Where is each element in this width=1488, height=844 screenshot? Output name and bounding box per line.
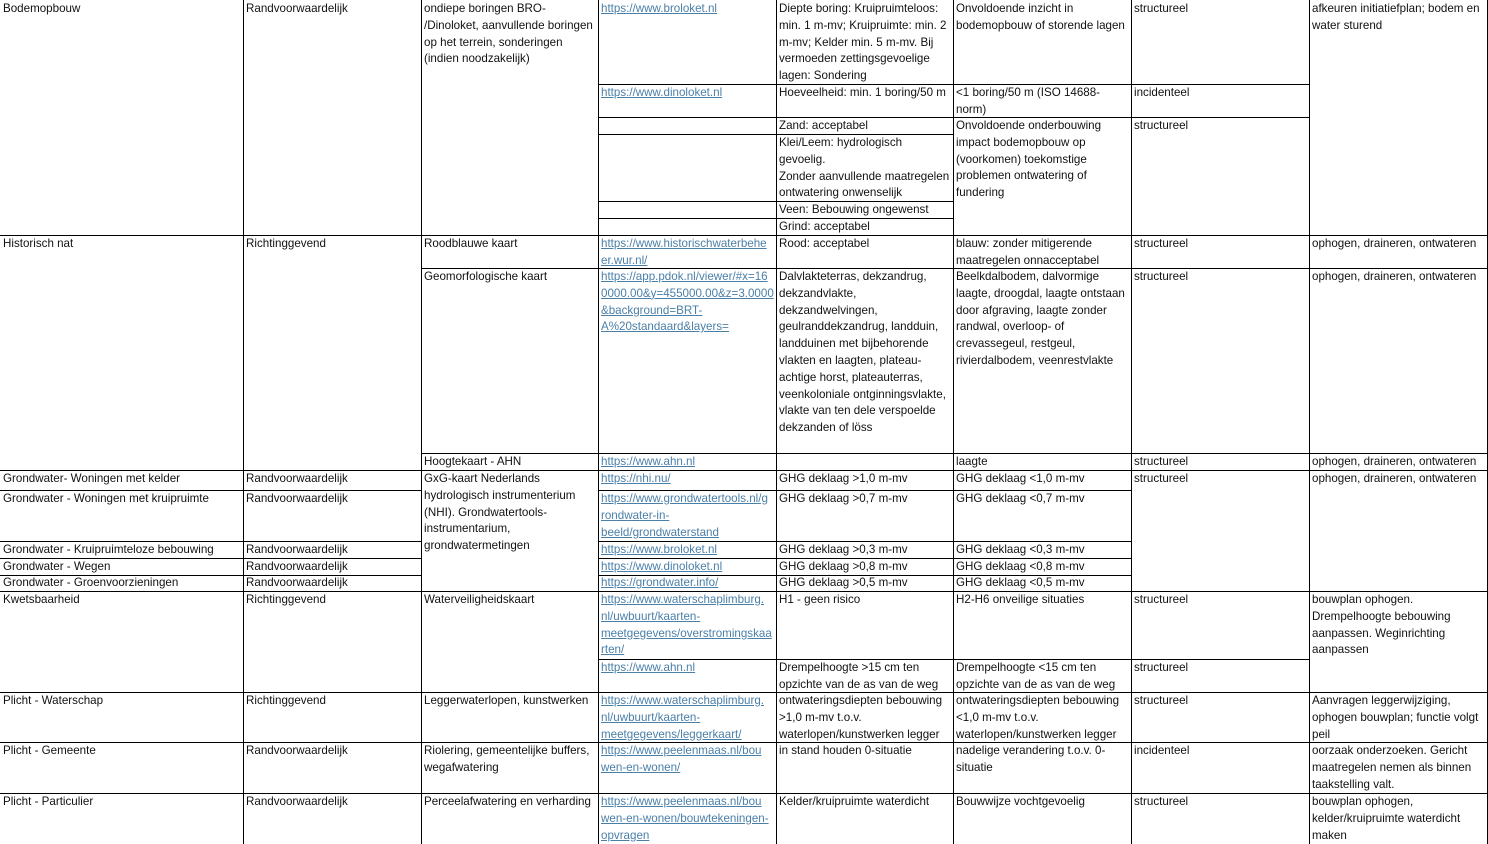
cell-link[interactable]: https://www.dinoloket.nl bbox=[601, 560, 723, 573]
cell-unacceptable: <1 boring/50 m (ISO 14688-norm) bbox=[956, 86, 1101, 116]
cell-action: Aanvragen leggerwijziging, ophogen bouwplan; functie volgt peil bbox=[1312, 694, 1479, 741]
cell-acceptable: in stand houden 0-situatie bbox=[779, 744, 912, 757]
cell-acceptable: Rood: acceptabel bbox=[779, 237, 870, 250]
cell-acceptable: GHG deklaag >0,3 m-mv bbox=[779, 543, 908, 556]
cell-action: ophogen, draineren, ontwateren bbox=[1312, 270, 1477, 283]
cell-acceptable: ontwateringsdiepten bebouwing >1,0 m-mv t.o.v. waterlopen/kunstwerken legger bbox=[779, 694, 943, 741]
cell-nature: incidenteel bbox=[1134, 86, 1190, 99]
cell-type: Randvoorwaardelijk bbox=[246, 543, 348, 556]
cell-link[interactable]: https://www.peelenmaas.nl/bou wen-en-wonen/bouwtekeningen- opvragen bbox=[601, 795, 769, 842]
cell-action: afkeuren initiatiefplan; bodem en water sturend bbox=[1312, 2, 1480, 32]
cell-topic: Historisch nat bbox=[3, 237, 74, 250]
column-divider bbox=[421, 0, 422, 844]
cell-link[interactable]: https://www.waterschaplimburg. nl/uwbuurt/kaarten- meetgegevens/leggerkaart/ bbox=[601, 694, 765, 741]
cell-acceptable: Veen: Bebouwing ongewenst bbox=[779, 203, 929, 216]
cell-topic: Grondwater - Kruipruimteloze bebouwing bbox=[3, 543, 214, 556]
cell-acceptable: GHG deklaag >0,8 m-mv bbox=[779, 560, 908, 573]
cell-topic: Grondwater - Groenvoorzieningen bbox=[3, 576, 179, 589]
cell-unacceptable: Bouwwijze vochtgevoelig bbox=[956, 795, 1085, 808]
column-divider bbox=[953, 0, 954, 844]
cell-acceptable: GHG deklaag >1,0 m-mv bbox=[779, 472, 908, 485]
cell-type: Richtinggevend bbox=[246, 237, 326, 250]
cell-unacceptable: GHG deklaag <0,7 m-mv bbox=[956, 492, 1085, 505]
cell-nature: structureel bbox=[1134, 661, 1189, 674]
cell-link[interactable]: https://www.grondwatertools.nl/g rondwater-in- beeld/grondwaterstand bbox=[601, 492, 768, 539]
cell-unacceptable: GHG deklaag <0,5 m-mv bbox=[956, 576, 1085, 589]
cell-type: Randvoorwaardelijk bbox=[246, 795, 348, 808]
cell-unacceptable: H2-H6 onveilige situaties bbox=[956, 593, 1085, 606]
cell-nature: structureel bbox=[1134, 472, 1189, 485]
cell-topic: Plicht - Gemeente bbox=[3, 744, 96, 757]
cell-acceptable: Grind: acceptabel bbox=[779, 220, 870, 233]
cell-unacceptable: blauw: zonder mitigerende maatregelen onnacceptabel bbox=[956, 237, 1100, 267]
cell-type: Richtinggevend bbox=[246, 593, 326, 606]
cell-topic: Plicht - Waterschap bbox=[3, 694, 104, 707]
cell-nature: structureel bbox=[1134, 2, 1189, 15]
cell-unacceptable: GHG deklaag <0,3 m-mv bbox=[956, 543, 1085, 556]
cell-unacceptable: nadelige verandering t.o.v. 0- situatie bbox=[956, 744, 1106, 774]
cell-unacceptable: Beelkdalbodem, dalvormige laagte, droogdal, laagte ontstaan door afgraving, laagte zonder randwal, overloop- of crevassegeul, restgeul, rivierdalbodem, veenrestvlakte bbox=[956, 270, 1125, 367]
column-divider bbox=[598, 0, 599, 844]
cell-nature: structureel bbox=[1134, 593, 1189, 606]
cell-acceptable: GHG deklaag >0,5 m-mv bbox=[779, 576, 908, 589]
cell-nature: structureel bbox=[1134, 795, 1189, 808]
column-divider bbox=[243, 0, 244, 844]
cell-action: bouwplan ophogen, kelder/kruipruimte waterdicht maken bbox=[1312, 795, 1461, 842]
cell-acceptable: Zand: acceptabel bbox=[779, 119, 868, 132]
cell-link[interactable]: https://www.broloket.nl bbox=[601, 543, 717, 556]
cell-type: Randvoorwaardelijk bbox=[246, 2, 348, 15]
cell-link[interactable]: https://www.historischwaterbehe er.wur.nl/ bbox=[601, 237, 767, 267]
cell-unacceptable: ontwateringsdiepten bebouwing <1,0 m-mv t.o.v. waterlopen/kunstwerken legger bbox=[956, 694, 1120, 741]
cell-type: Randvoorwaardelijk bbox=[246, 472, 348, 485]
cell-type: Randvoorwaardelijk bbox=[246, 492, 348, 505]
column-divider bbox=[1309, 0, 1310, 844]
cell-source: Leggerwaterlopen, kunstwerken bbox=[424, 694, 589, 707]
cell-action: bouwplan ophogen. Drempelhoogte bebouwing aanpassen. Weginrichting aanpassen bbox=[1312, 593, 1451, 657]
cell-unacceptable: laagte bbox=[956, 455, 988, 468]
cell-type: Randvoorwaardelijk bbox=[246, 744, 348, 757]
cell-acceptable: Dalvlakteterras, dekzandrug, dekzandvlakte, dekzandwelvingen, geulranddekzandrug, landduin, landduinen met bijbehorende vlakten en laagten, plateau- achtige horst, plateauterras, veenkoloniale ontginningsvlakte, vlakte van ten dele verspoelde dekzanden of löss bbox=[779, 270, 946, 435]
cell-link[interactable]: https://www.waterschaplimburg. nl/uwbuurt/kaarten- meetgegevens/overstromingskaa rten/ bbox=[601, 593, 772, 657]
cell-topic: Grondwater - Wegen bbox=[3, 560, 111, 573]
cell-link[interactable]: https://nhi.nu/ bbox=[601, 472, 671, 485]
cell-type: Randvoorwaardelijk bbox=[246, 560, 348, 573]
cell-type: Randvoorwaardelijk bbox=[246, 576, 348, 589]
cell-link[interactable]: https://www.ahn.nl bbox=[601, 661, 696, 674]
cell-source: Waterveiligheidskaart bbox=[424, 593, 535, 606]
cell-nature: structureel bbox=[1134, 237, 1189, 250]
cell-topic: Plicht - Particulier bbox=[3, 795, 94, 808]
cell-topic: Bodemopbouw bbox=[3, 2, 81, 15]
column-divider bbox=[1131, 0, 1132, 844]
cell-source: GxG-kaart Nederlands hydrologisch instrumenterium (NHI). Grondwatertools- instrumentarium, grondwatermetingen bbox=[424, 472, 576, 553]
cell-acceptable: Kelder/kruipruimte waterdicht bbox=[779, 795, 930, 808]
cell-acceptable: Diepte boring: Kruipruimteloos: min. 1 m-mv; Kruipruimte: min. 2 m-mv; Kelder min. 5 m-mv. Bij vermoeden zettingsgevoelige lagen: Sondering bbox=[779, 2, 947, 83]
cell-acceptable: H1 - geen risico bbox=[779, 593, 861, 606]
cell-acceptable: Drempelhoogte >15 cm ten opzichte van de as van de weg bbox=[779, 661, 939, 691]
cell-topic: Grondwater- Woningen met kelder bbox=[3, 472, 180, 485]
cell-source: Hoogtekaart - AHN bbox=[424, 455, 522, 468]
cell-source: Roodblauwe kaart bbox=[424, 237, 518, 250]
cell-link[interactable]: https://www.ahn.nl bbox=[601, 455, 696, 468]
cell-acceptable: GHG deklaag >0,7 m-mv bbox=[779, 492, 908, 505]
cell-link[interactable]: https://www.dinoloket.nl bbox=[601, 86, 723, 99]
cell-nature: structureel bbox=[1134, 694, 1189, 707]
cell-source: ondiepe boringen BRO- /Dinoloket, aanvullende boringen op het terrein, sonderingen (indien noodzakelijk) bbox=[424, 2, 593, 66]
cell-source: Riolering, gemeentelijke buffers, wegafwatering bbox=[424, 744, 590, 774]
cell-nature: structureel bbox=[1134, 455, 1189, 468]
cell-link[interactable]: https://www.broloket.nl bbox=[601, 2, 717, 15]
cell-action: oorzaak onderzoeken. Gericht maatregelen nemen als binnen taakstelling valt. bbox=[1312, 744, 1472, 791]
cell-source: Geomorfologische kaart bbox=[424, 270, 548, 283]
cell-nature: incidenteel bbox=[1134, 744, 1190, 757]
cell-unacceptable: Onvoldoende onderbouwing impact bodemopbouw op (voorkomen) toekomstige problemen ontwatering of fundering bbox=[956, 119, 1102, 200]
cell-type: Richtinggevend bbox=[246, 694, 326, 707]
cell-link[interactable]: https://www.peelenmaas.nl/bou wen-en-wonen/ bbox=[601, 744, 762, 774]
cell-action: ophogen, draineren, ontwateren bbox=[1312, 472, 1477, 485]
cell-unacceptable: Onvoldoende inzicht in bodemopbouw of storende lagen bbox=[956, 2, 1125, 32]
cell-topic: Grondwater - Woningen met kruipruimte bbox=[3, 492, 209, 505]
cell-acceptable: Klei/Leem: hydrologisch gevoelig. Zonder aanvullende maatregelen ontwatering onwenselijk bbox=[779, 136, 950, 200]
cell-acceptable: Hoeveelheid: min. 1 boring/50 m bbox=[779, 86, 946, 99]
cell-nature: structureel bbox=[1134, 119, 1189, 132]
cell-link[interactable]: https://grondwater.info/ bbox=[601, 576, 719, 589]
cell-source: Perceelafwatering en verharding bbox=[424, 795, 591, 808]
cell-unacceptable: GHG deklaag <0,8 m-mv bbox=[956, 560, 1085, 573]
cell-topic: Kwetsbaarheid bbox=[3, 593, 80, 606]
cell-nature: structureel bbox=[1134, 270, 1189, 283]
cell-action: ophogen, draineren, ontwateren bbox=[1312, 455, 1477, 468]
column-divider bbox=[776, 0, 777, 844]
cell-action: ophogen, draineren, ontwateren bbox=[1312, 237, 1477, 250]
cell-unacceptable: GHG deklaag <1,0 m-mv bbox=[956, 472, 1085, 485]
cell-unacceptable: Drempelhoogte <15 cm ten opzichte van de as van de weg bbox=[956, 661, 1116, 691]
cell-link[interactable]: https://app.pdok.nl/viewer/#x=16 0000.00&y=455000.00&z=3.0000 &background=BRT- A%20standaard&layers= bbox=[601, 270, 774, 334]
